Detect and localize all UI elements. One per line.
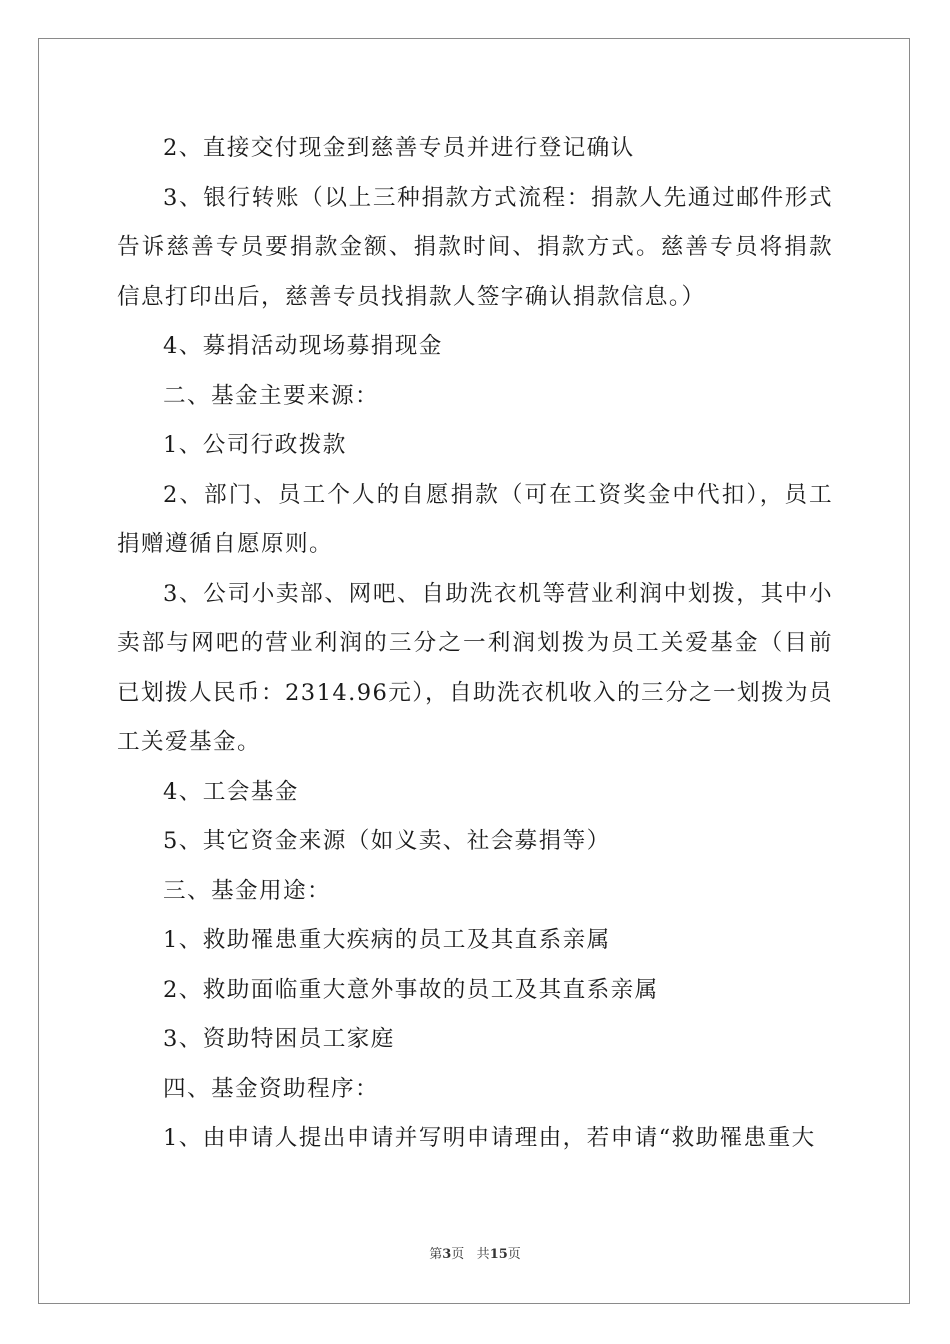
paragraph: 1、救助罹患重大疾病的员工及其直系亲属 xyxy=(163,927,611,953)
paragraph: 2、部门、员工个人的自愿捐款（可在工资奖金中代扣），员工捐赠遵循自愿原则。 xyxy=(117,481,833,557)
document-body xyxy=(117,124,833,1164)
paragraph: 4、募捐活动现场募捐现金 xyxy=(163,333,443,359)
paragraph: 3、银行转账（以上三种捐款方式流程：捐款人先通过邮件形式告诉慈善专员要捐款金额、捐款时间、捐款方式。慈善专员将捐款信息打印出后，慈善专员找捐款人签字确认捐款信息。） xyxy=(117,184,833,310)
paragraph: 5、其它资金来源（如义卖、社会募捐等） xyxy=(163,828,611,854)
paragraph: 2、救助面临重大意外事故的员工及其直系亲属 xyxy=(163,976,659,1003)
page-number: 3 xyxy=(442,1247,452,1262)
total-pages: 15 xyxy=(489,1247,508,1262)
total-suffix: 页 xyxy=(507,1247,521,1262)
paragraph: 4、工会基金 xyxy=(163,778,299,805)
paragraph: 2、直接交付现金到慈善专员并进行登记确认 xyxy=(163,135,635,161)
paragraph: 3、资助特困员工家庭 xyxy=(163,1026,395,1052)
section-heading: 二、基金主要来源： xyxy=(163,382,379,409)
page-footer xyxy=(0,1246,950,1264)
section-heading: 三、基金用途： xyxy=(163,877,331,904)
paragraph: 3、公司小卖部、网吧、自助洗衣机等营业利润中划拨，其中小卖部与网吧的营业利润的三分之一利润划拨为员工关爱基金（目前已划拨人民币：2314.96元），自助洗衣机收入的三分之一划拨为员工关爱基金。 xyxy=(117,580,833,755)
page-prefix: 第 xyxy=(429,1247,443,1262)
total-prefix: 共 xyxy=(476,1247,490,1262)
paragraph: 1、公司行政拨款 xyxy=(163,432,347,458)
page-suffix: 页 xyxy=(451,1247,465,1262)
section-heading: 四、基金资助程序： xyxy=(163,1075,379,1102)
paragraph: 1、由申请人提出申请并写明申请理由，若申请“救助罹患重大 xyxy=(163,1125,816,1151)
